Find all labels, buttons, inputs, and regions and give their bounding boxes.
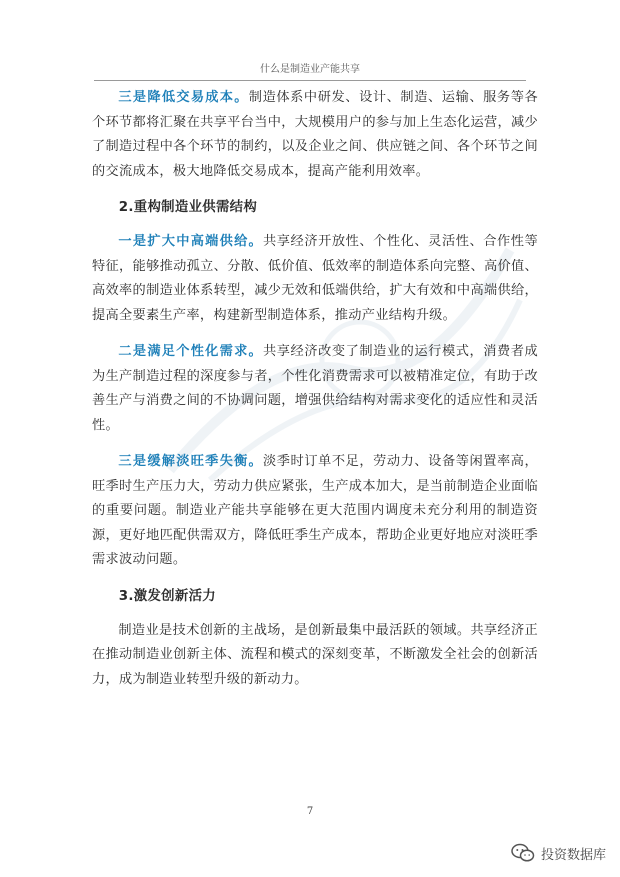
- paragraph-reduce-transaction-cost: [92, 86, 538, 184]
- paragraph-lead: 二是满足个性化需求。: [118, 344, 264, 359]
- document-body: [92, 86, 538, 704]
- brand-name: 投资数据库: [540, 847, 606, 863]
- header-title: 什么是制造业产能共享: [260, 64, 360, 75]
- page-number: 7: [306, 806, 314, 817]
- wechat-icon: [511, 843, 535, 863]
- paragraph-season-imbalance: [92, 450, 538, 573]
- paragraph-lead: 三是缓解淡旺季失衡。: [118, 454, 264, 469]
- paragraph-innovation: [92, 619, 538, 693]
- paragraph-lead: 三是降低交易成本。: [118, 90, 249, 105]
- paragraph-text: 制造业是技术创新的主战场，是创新最集中最活跃的领域。共享经济正在推动制造业创新主体、流程和模式的深刻变革，不断激发全社会的创新活力，成为制造业转型升级的新动力。: [92, 622, 538, 687]
- paragraph-personalized-demand: [92, 340, 538, 438]
- paragraph-expand-high-end-supply: [92, 230, 538, 328]
- source-brand: [511, 843, 606, 863]
- section-heading-innovation: 3.激发创新活力: [118, 588, 216, 604]
- paragraph-text: 淡季时订单不足，劳动力、设备等闲置率高，旺季时生产压力大，劳动力供应紧张，生产成本加大，是当前制造企业面临的重要问题。制造业产能共享能够在更大范围内调度未充分利用的制造资源，更好地匹配供需双方，降低旺季生产成本，帮助企业更好地应对淡旺季需求波动问题。: [92, 454, 539, 567]
- paragraph-text: 制造体系中研发、设计、制造、运输、服务等各个环节都将汇聚在共享平台当中，大规模用户的参与加上生态化运营，减少了制造过程中各个环节的制约，以及企业之间、供应链之间、各个环节之间的交流成本，极大地降低交易成本，提高产能利用效率。: [92, 90, 538, 179]
- section-heading-supply-demand: 2.重构制造业供需结构: [118, 200, 258, 215]
- page-header: [94, 60, 526, 81]
- paragraph-text: 共享经济改变了制造业的运行模式，消费者成为生产制造过程的深度参与者，个性化消费需求可以被精准定位，有助于改善生产与消费之间的不协调问题，增强供给结构对需求变化的适应性和灵活性。: [92, 344, 539, 433]
- paragraph-text: 共享经济开放性、个性化、灵活性、合作性等特征，能够推动孤立、分散、低价值、低效率的制造体系向完整、高价值、高效率的制造业体系转型，减少无效和低端供给，扩大有效和中高端供给，提高全要素生产率，构建新型制造体系，推动产业结构升级。: [92, 234, 539, 323]
- paragraph-lead: 一是扩大中高端供给。: [118, 234, 264, 249]
